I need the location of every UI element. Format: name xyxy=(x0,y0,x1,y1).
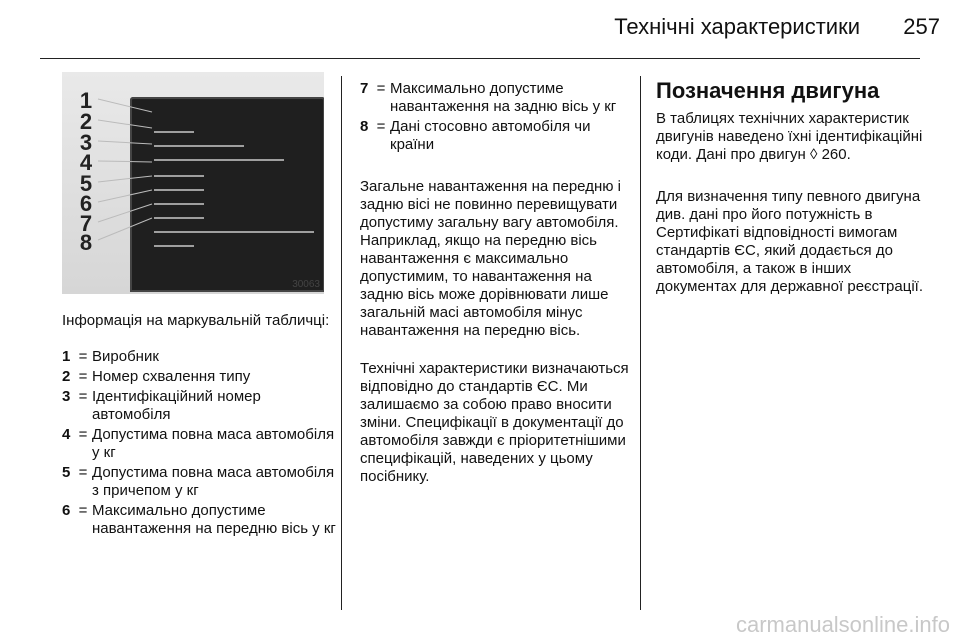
callout-2: 2 xyxy=(79,109,93,134)
column-divider-right xyxy=(640,76,641,610)
figure-id: 30063 xyxy=(292,279,320,290)
callout-3: 3 xyxy=(79,130,93,155)
list-item xyxy=(360,80,630,116)
callout-8: 8 xyxy=(79,230,93,255)
plate-legend-list-continued xyxy=(360,80,630,156)
engine-type-paragraph: Для визначення типу певного двигуна див. дані про його потужність в Сертифікаті відповідності вимогам стандартів ЄС, який додається до автомобіля, а також в інших документах для державної реєстрації. xyxy=(656,188,923,295)
item-number: 7 xyxy=(360,80,369,97)
item-number: 6 xyxy=(62,502,71,519)
item-text: Допустима повна маса автомобіля з причепом у кг xyxy=(92,464,335,499)
item-equals: = xyxy=(78,502,88,519)
item-equals: = xyxy=(78,426,88,443)
item-text: Максимально допустиме навантаження на задню вісь у кг xyxy=(390,80,617,115)
specifications-paragraph: Технічні характеристики визначаються відповідно до стандартів ЄС. Ми залишаємо за собою право вносити зміни. Специфікації в документації до автомобіля завжди є пріоритетнішими специфікацій, наведених у цьому посібнику. xyxy=(360,360,629,485)
item-text: Максимально допустиме навантаження на передню вісь у кг xyxy=(92,502,336,537)
plate-caption: Інформація на маркувальній табличці: xyxy=(62,312,330,329)
engine-id-paragraph: В таблицях технічних характеристик двигунів наведено їхні ідентифікаційні коди. Дані про двигун ◊ 260. xyxy=(656,110,923,163)
callout-lines xyxy=(62,72,324,294)
item-equals: = xyxy=(78,388,88,405)
watermark: carmanualsonline.info xyxy=(735,612,950,637)
callout-4: 4 xyxy=(79,150,93,175)
item-equals: = xyxy=(78,348,88,365)
item-number: 5 xyxy=(62,464,71,481)
header-divider xyxy=(40,58,920,59)
axle-load-paragraph: Загальне навантаження на передню і задню вісі не повинно перевищувати допустиму загальну вагу автомобіля. Наприклад, якщо на передню вісь навантаження є максимально допустимим, то навантаження на задню вісь може дорівнювати лише загальній масі автомобіля мінус навантаження на передню вісь. xyxy=(360,178,621,339)
item-equals: = xyxy=(78,368,88,385)
callout-7: 7 xyxy=(79,211,93,236)
callout-5: 5 xyxy=(79,171,93,196)
list-item xyxy=(62,348,337,366)
list-item xyxy=(62,426,337,462)
item-number: 3 xyxy=(62,388,71,405)
item-text: Виробник xyxy=(92,348,159,365)
list-item xyxy=(62,502,337,538)
item-text: Дані стосовно автомобіля чи країни xyxy=(390,118,591,153)
list-item xyxy=(62,388,337,424)
list-item xyxy=(360,118,630,154)
item-equals: = xyxy=(376,80,386,97)
item-text: Допустима повна маса автомобіля у кг xyxy=(92,426,335,461)
item-text: Ідентифікаційний номер автомобіля xyxy=(92,388,261,423)
callout-1: 1 xyxy=(79,88,93,113)
item-number: 8 xyxy=(360,118,369,135)
item-equals: = xyxy=(78,464,88,481)
item-number: 1 xyxy=(62,348,71,365)
item-number: 2 xyxy=(62,368,71,385)
header-title: Технічні характеристики xyxy=(614,14,860,39)
item-text: Номер схвалення типу xyxy=(92,368,251,385)
list-item xyxy=(62,368,337,386)
item-number: 4 xyxy=(62,426,71,443)
list-item xyxy=(62,464,337,500)
column-divider-left xyxy=(341,76,342,610)
page-number: 257 xyxy=(903,14,940,39)
section-title: Позначення двигуна xyxy=(656,78,880,103)
plate-legend-list xyxy=(62,348,337,540)
id-plate-figure xyxy=(62,72,324,294)
callout-6: 6 xyxy=(79,191,93,216)
item-equals: = xyxy=(376,118,386,135)
